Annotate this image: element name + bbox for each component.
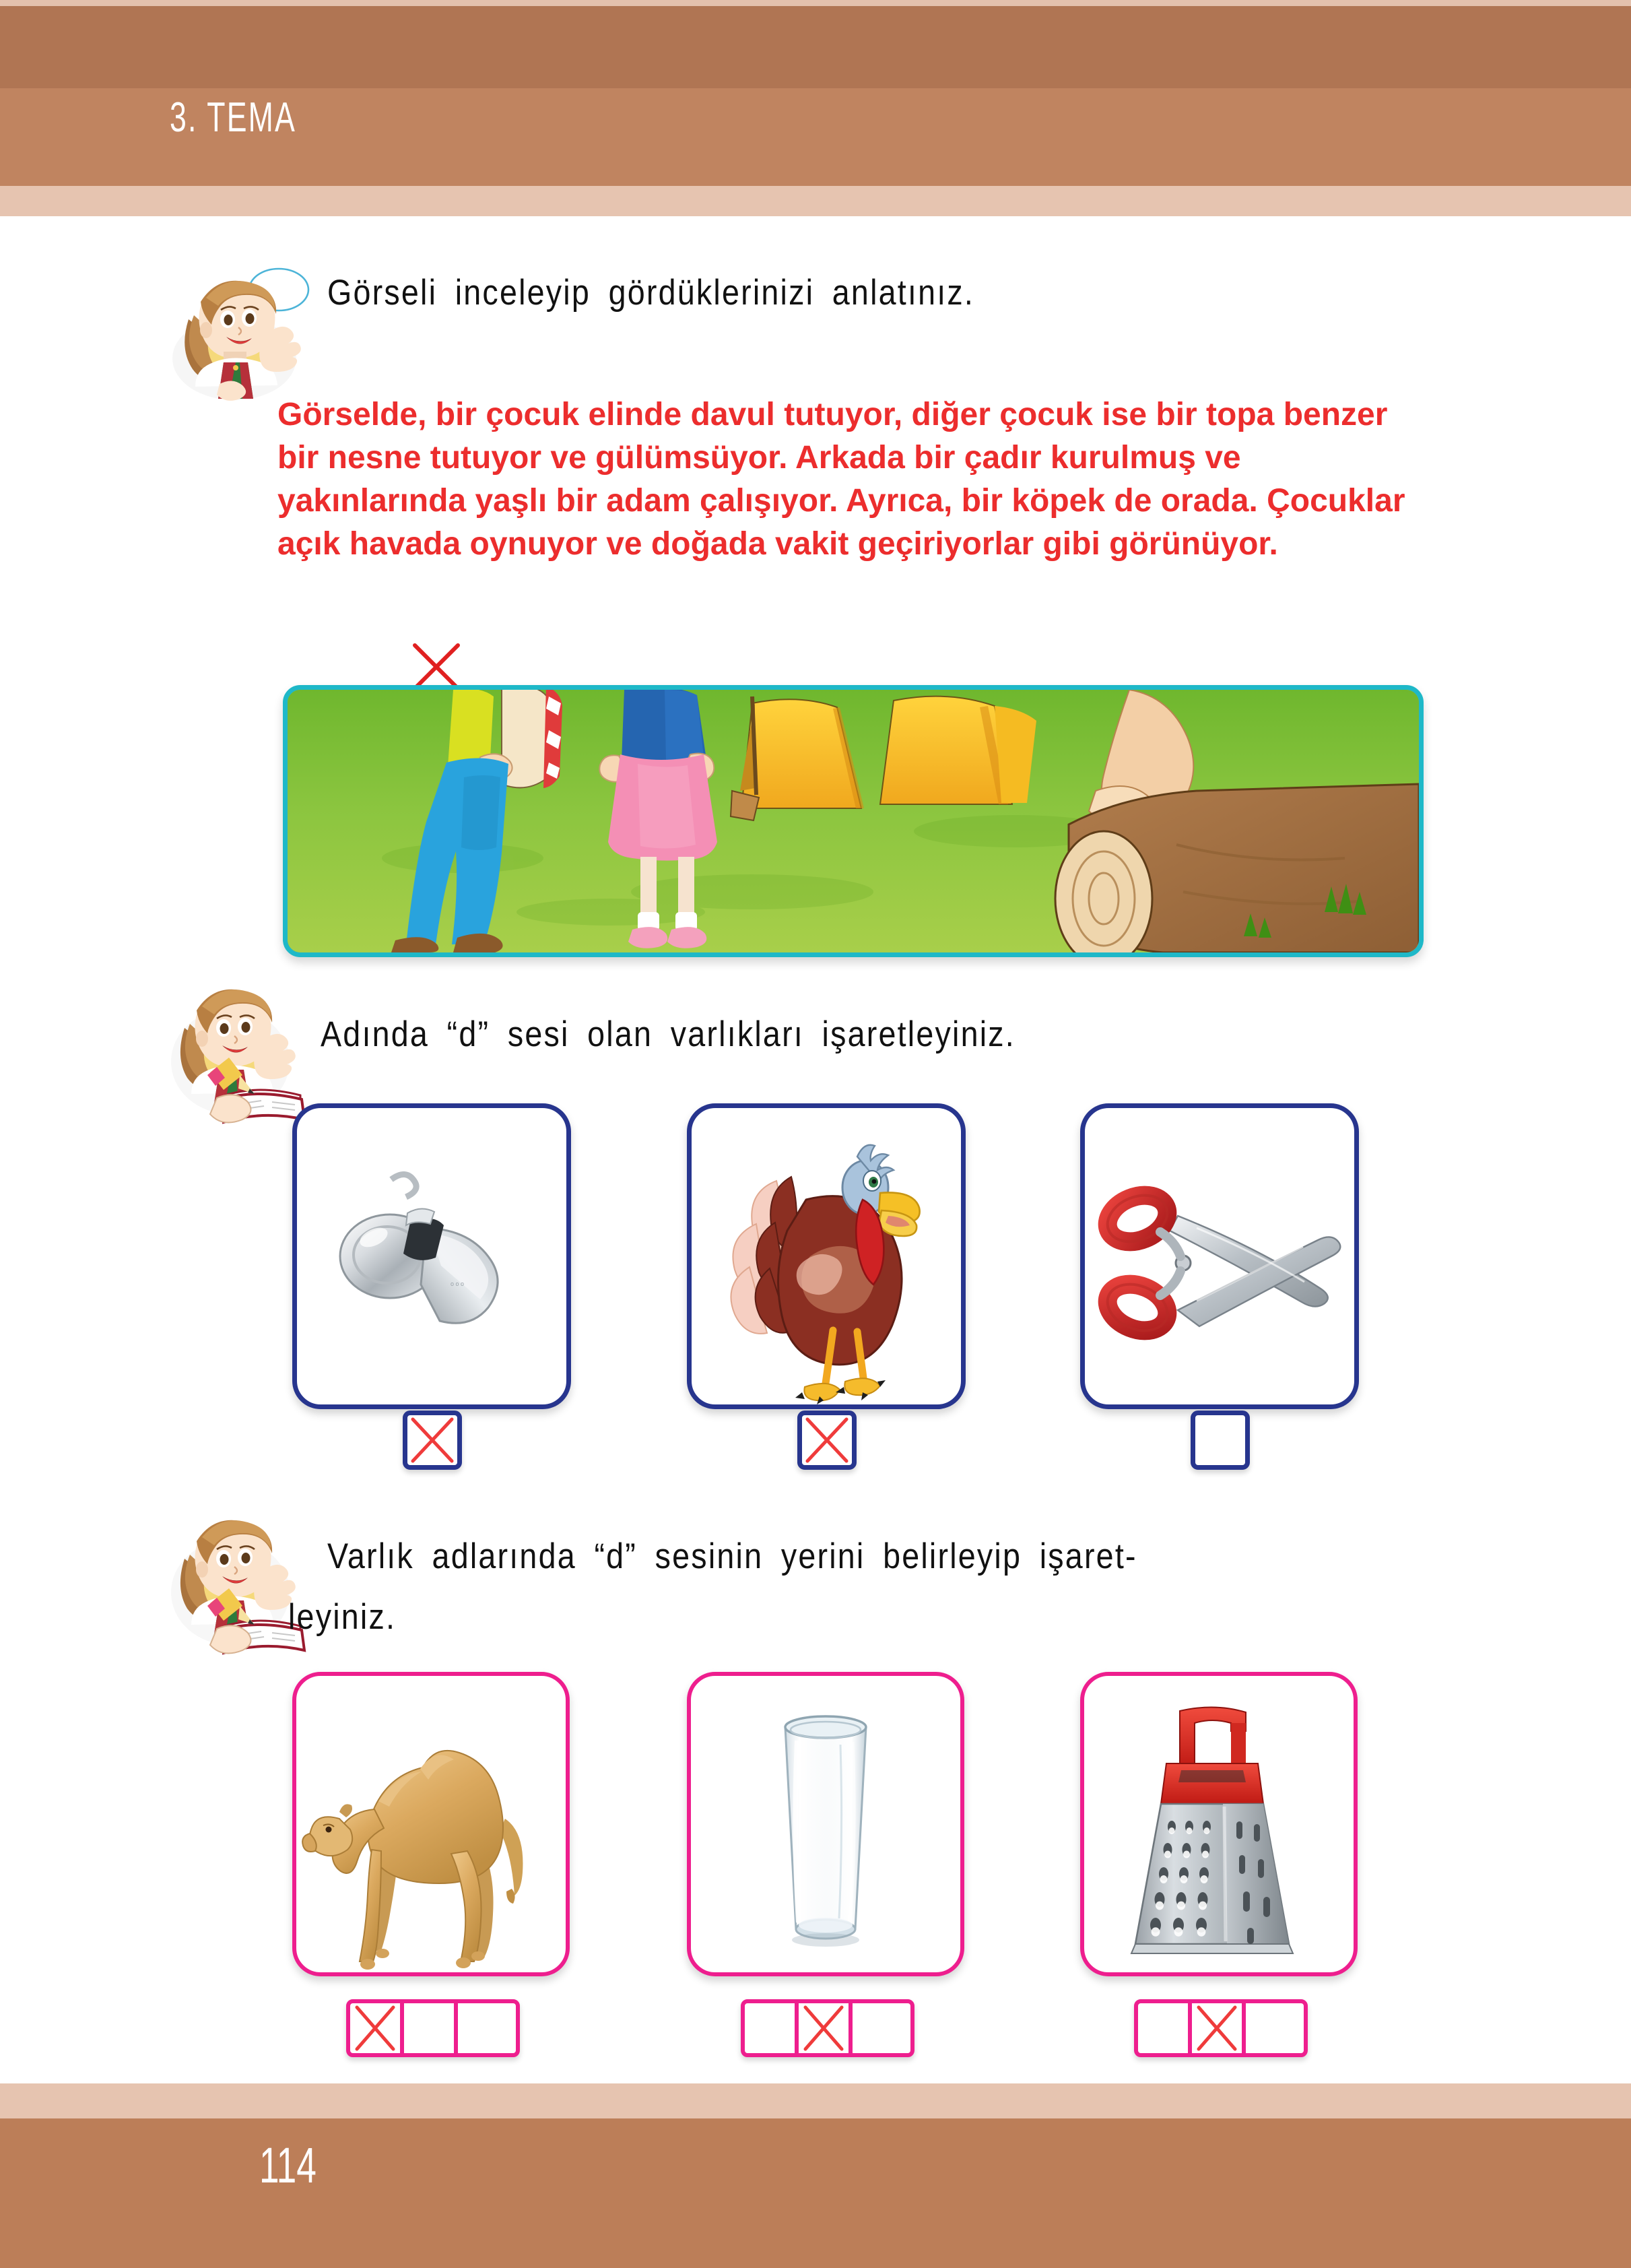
page-number: 114 — [259, 2137, 317, 2193]
turkey-card[interactable] — [687, 1103, 966, 1409]
header-top-thin-band — [0, 0, 1631, 6]
footer-light-band — [0, 2083, 1631, 2118]
activity-1-instruction: Görseli inceleyip gördüklerinizi anlatınız. — [327, 273, 975, 313]
grater-cell-1[interactable] — [1138, 2003, 1188, 2053]
glass-sound-position-boxes[interactable] — [741, 1999, 914, 2057]
grater-cell-2[interactable] — [1188, 2003, 1242, 2053]
grater-cell-3[interactable] — [1242, 2003, 1296, 2053]
activity-3-instruction-line2: leyiniz. — [288, 1597, 397, 1637]
glass-cell-3[interactable] — [848, 2003, 902, 2053]
activity-1-answer-text: Görselde, bir çocuk elinde davul tutuyor, diğer çocuk ise bir topa benzer bir nesne tutuyor ve gülümsüyor. Arkada bir çadır kurulmuş ve yakınlarında yaşlı bir adam çalışıyor. Ayrıca, bir köpek de orada. Çocuklar açık havada oynuyor ve doğada vakit geçiriyorlar gibi görünüyor. — [277, 397, 1405, 562]
mascot-girl-writing-1 — [152, 973, 308, 1128]
camel-sound-position-boxes[interactable] — [346, 1999, 520, 2057]
turkey-checkbox[interactable] — [797, 1411, 857, 1470]
activity-2-instruction: Adında “d” sesi olan varlıkları işaretleyiniz. — [321, 1014, 1016, 1054]
glass-cell-2[interactable] — [795, 2003, 848, 2053]
camel-cell-2[interactable] — [400, 2003, 454, 2053]
svg-text:o o o: o o o — [451, 1281, 465, 1287]
scissors-checkbox[interactable] — [1191, 1411, 1250, 1470]
camel-cell-1[interactable] — [350, 2003, 400, 2053]
camel-card[interactable] — [292, 1672, 570, 1976]
whistle-card[interactable] — [292, 1103, 571, 1409]
glass-cell-1[interactable] — [745, 2003, 795, 2053]
camel-cell-3[interactable] — [454, 2003, 508, 2053]
mascot-girl-speaking — [154, 257, 312, 402]
header-dark-band — [0, 6, 1631, 88]
scissors-card[interactable] — [1080, 1103, 1359, 1409]
whistle-checkbox[interactable] — [403, 1411, 462, 1470]
activity-3-instruction-line1: Varlık adlarında “d” sesinin yerini belirleyip işaret- — [327, 1536, 1137, 1576]
camping-scene-illustration — [283, 685, 1424, 957]
grater-sound-position-boxes[interactable] — [1134, 1999, 1308, 2057]
glass-card[interactable] — [687, 1672, 964, 1976]
footer-dark-band — [0, 2118, 1631, 2268]
grater-card[interactable] — [1080, 1672, 1358, 1976]
header-light-band — [0, 186, 1631, 216]
theme-title: 3. TEMA — [170, 94, 296, 141]
mascot-girl-writing-2 — [152, 1503, 308, 1658]
